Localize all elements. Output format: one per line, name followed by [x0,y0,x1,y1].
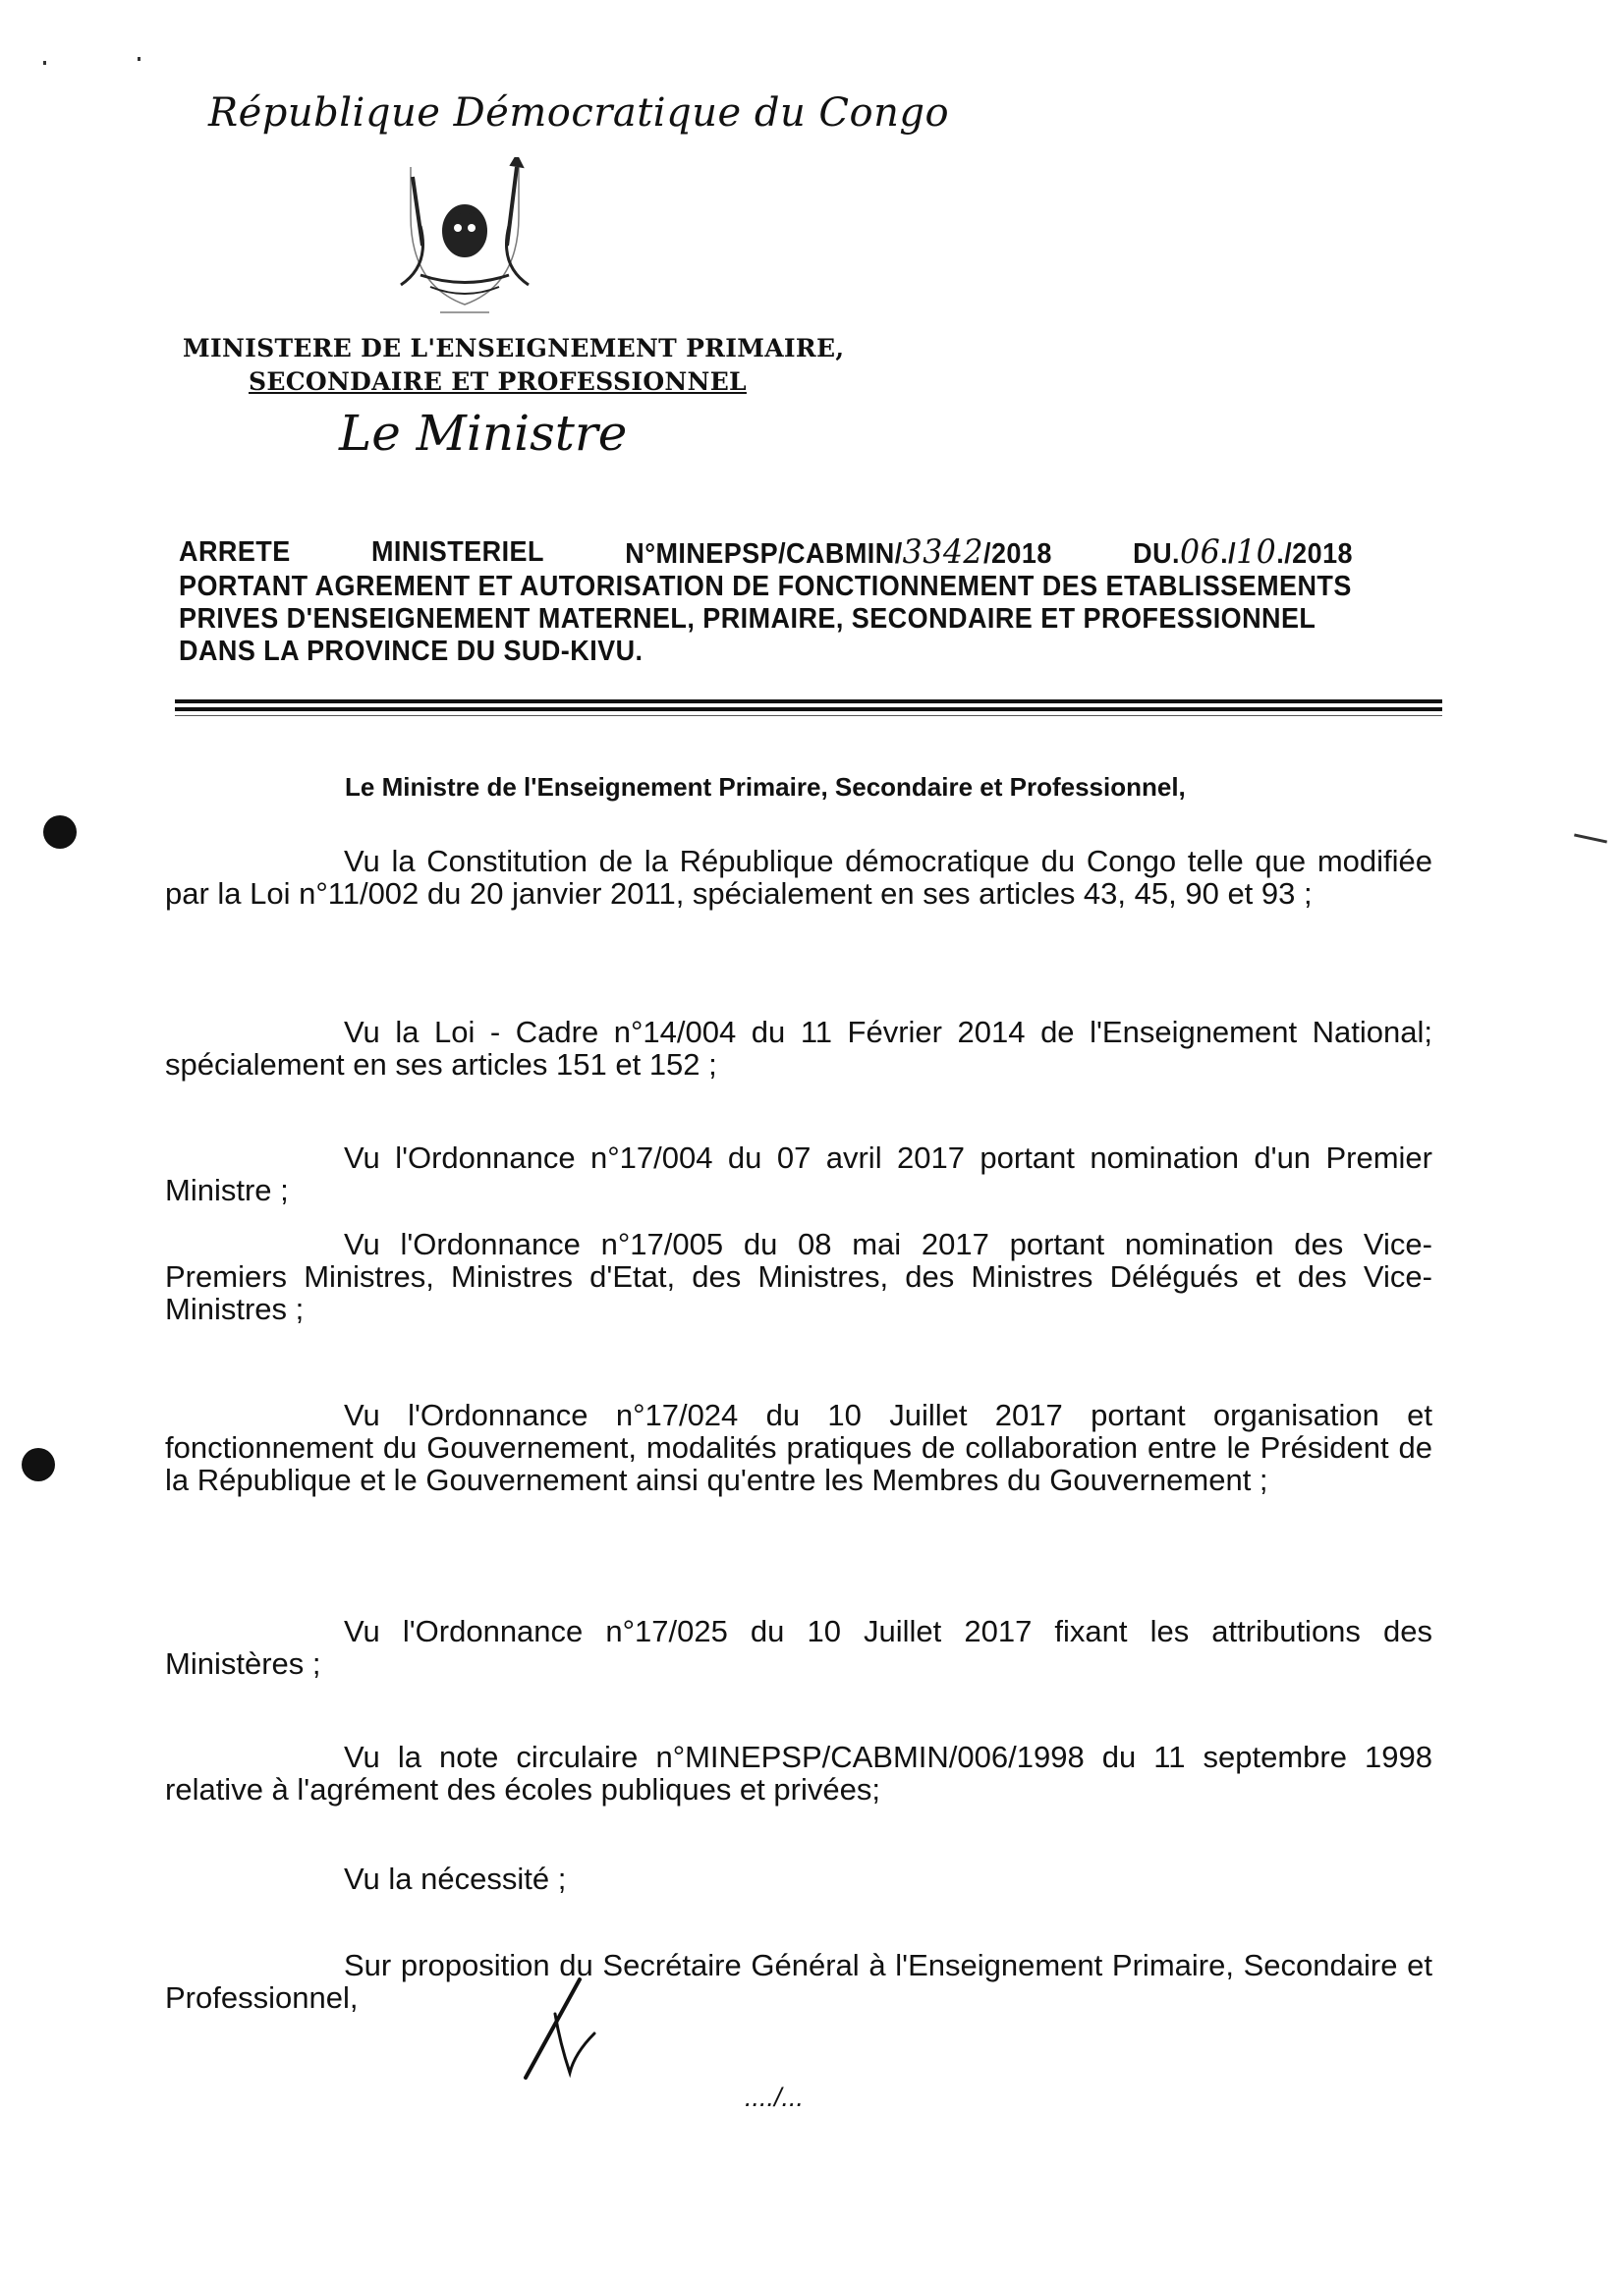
scan-speck [43,61,46,65]
clause-ordonnance-ministres: Vu l'Ordonnance n°17/005 du 08 mai 2017 portant nomination des Vice-Premiers Ministres, Ministres d'Etat, des Ministres, des Ministres Délégués et des Vice-Ministres ; [165,1227,1432,1326]
preamble: Le Ministre de l'Enseignement Primaire, Secondaire et Professionnel, [345,772,1186,802]
ref-year: /2018 [982,538,1052,570]
decree-title-line4: DANS LA PROVINCE DU SUD-KIVU. [179,636,644,667]
handwritten-date-month: 10 [1236,532,1277,572]
decree-number [625,532,1052,572]
date-separator: ./ [1220,538,1237,570]
handwritten-initials [521,1975,599,2083]
clause-note-circulaire: Vu la note circulaire n°MINEPSP/CABMIN/006/1998 du 11 septembre 1998 relative à l'agrément des écoles publiques et privées; [165,1740,1432,1807]
title-divider [175,715,1442,716]
page-continuation-mark: ..../... [745,2083,805,2112]
ministry-name-line1: MINISTERE DE L'ENSEIGNEMENT PRIMAIRE, [183,334,845,362]
clause-ordonnance-attributions: Vu l'Ordonnance n°17/025 du 10 Juillet 2017 fixant les attributions des Ministères ; [165,1614,1432,1681]
decree-title [179,532,1354,668]
clause-ordonnance-gouvernement: Vu l'Ordonnance n°17/024 du 10 Juillet 2017 portant organisation et fonctionnement du Gouvernement, modalités pratiques de collaboration entre le Président de la République et le Gouvernement ainsi qu'entre les Membres du Gouvernement ; [165,1398,1432,1497]
decree-date [1133,532,1354,572]
clause-necessite: Vu la nécessité ; [344,1862,567,1896]
handwritten-date-day: 06 [1179,532,1221,572]
punch-hole [22,1448,55,1481]
decree-type-word2: MINISTERIEL [370,536,544,568]
decree-title-line2: PORTANT AGREMENT ET AUTORISATION DE FONCTIONNEMENT DES ETABLISSEMENTS [179,571,1352,602]
clause-proposition: Sur proposition du Secrétaire Général à l'Enseignement Primaire, Secondaire et Professionnel, [165,1948,1432,2015]
clause-loi-cadre: Vu la Loi - Cadre n°14/004 du 11 Février 2014 de l'Enseignement National; spécialement en ses articles 151 et 152 ; [165,1015,1432,1082]
ref-prefix: N°MINEPSP/CABMIN/ [625,538,903,570]
coat-of-arms-emblem [391,157,538,319]
title-divider [175,699,1442,703]
date-year: ./2018 [1276,538,1354,570]
ministry-name-line2: SECONDAIRE ET PROFESSIONNEL [249,367,747,396]
clause-ordonnance-premier-ministre: Vu l'Ordonnance n°17/004 du 07 avril 2017 portant nomination d'un Premier Ministre ; [165,1140,1432,1207]
date-prefix: DU. [1133,538,1180,570]
signatory-title: Le Ministre [339,405,628,462]
decree-type-word1: ARRETE [179,536,291,568]
handwritten-ref-number: 3342 [902,532,983,572]
title-divider [175,707,1442,711]
scan-mark [1574,833,1607,843]
decree-title-line3: PRIVES D'ENSEIGNEMENT MATERNEL, PRIMAIRE, SECONDAIRE ET PROFESSIONNEL [179,603,1316,635]
punch-hole [43,815,77,849]
decree-reference-line [179,532,1354,572]
clause-constitution: Vu la Constitution de la République démocratique du Congo telle que modifiée par la Loi n°11/002 du 20 janvier 2011, spécialement en ses articles 43, 45, 90 et 93 ; [165,844,1432,911]
scan-speck [138,57,140,61]
country-heading: République Démocratique du Congo [208,90,950,136]
